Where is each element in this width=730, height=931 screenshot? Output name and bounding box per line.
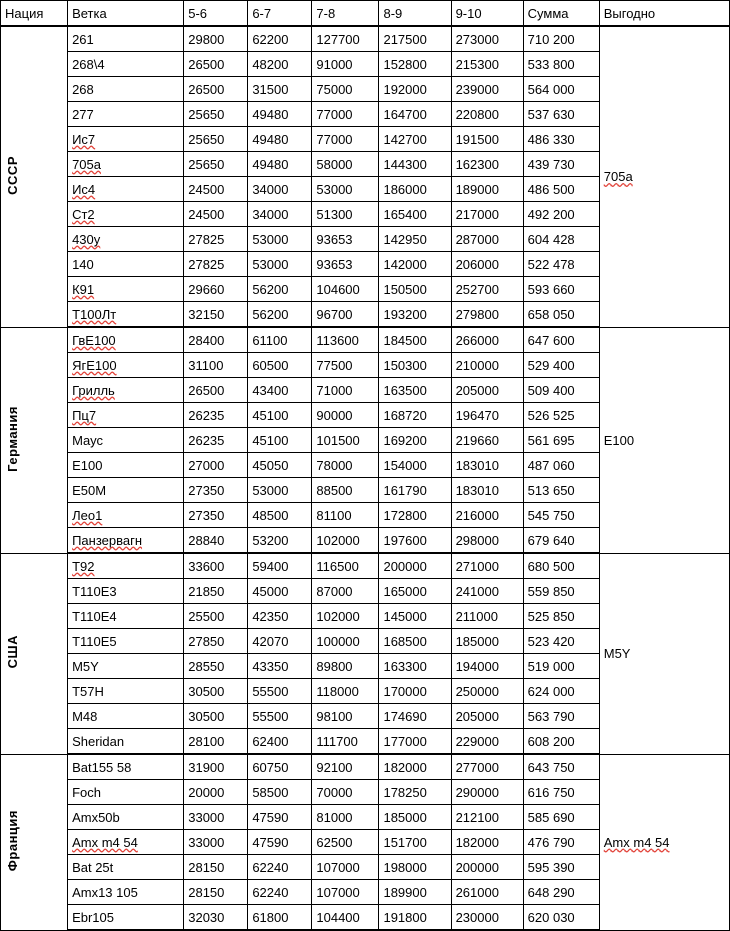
cell-sum: 679 640 (523, 528, 599, 554)
cell-tier-6-7: 53200 (248, 528, 312, 554)
cell-tier-6-7: 48500 (248, 503, 312, 528)
branch-name-cell: 268\4 (68, 52, 184, 77)
cell-tier-6-7: 45100 (248, 403, 312, 428)
cell-tier-9-10: 189000 (451, 177, 523, 202)
cell-tier-6-7: 61800 (248, 905, 312, 931)
cell-tier-6-7: 59400 (248, 553, 312, 579)
cell-tier-6-7: 53000 (248, 227, 312, 252)
branch-name-cell: Bat 25t (68, 855, 184, 880)
cell-tier-5-6: 29800 (184, 26, 248, 52)
branch-name-cell: К91 (68, 277, 184, 302)
cell-tier-6-7: 53000 (248, 252, 312, 277)
cell-tier-6-7: 62240 (248, 880, 312, 905)
branch-name-cell: М5Y (68, 654, 184, 679)
cell-tier-8-9: 174690 (379, 704, 451, 729)
cell-tier-7-8: 93653 (312, 227, 379, 252)
cell-tier-8-9: 168500 (379, 629, 451, 654)
table-row (1, 754, 730, 780)
cell-tier-6-7: 47590 (248, 805, 312, 830)
cell-tier-8-9: 164700 (379, 102, 451, 127)
cell-tier-6-7: 62240 (248, 855, 312, 880)
cell-tier-6-7: 43350 (248, 654, 312, 679)
branch-name-cell: Панзервагн (68, 528, 184, 554)
cell-tier-5-6: 25650 (184, 127, 248, 152)
cell-tier-8-9: 193200 (379, 302, 451, 328)
cell-sum: 533 800 (523, 52, 599, 77)
cell-tier-6-7: 49480 (248, 102, 312, 127)
cell-tier-7-8: 62500 (312, 830, 379, 855)
cell-tier-7-8: 90000 (312, 403, 379, 428)
cell-tier-5-6: 24500 (184, 177, 248, 202)
branch-name-cell: Е50М (68, 478, 184, 503)
cell-tier-5-6: 26500 (184, 378, 248, 403)
cell-tier-5-6: 26235 (184, 428, 248, 453)
table-header-row (1, 1, 730, 27)
cell-tier-9-10: 220800 (451, 102, 523, 127)
branch-name-cell: Маус (68, 428, 184, 453)
cell-tier-7-8: 104400 (312, 905, 379, 931)
cell-sum: 487 060 (523, 453, 599, 478)
cell-tier-7-8: 75000 (312, 77, 379, 102)
cell-tier-8-9: 200000 (379, 553, 451, 579)
cell-tier-8-9: 161790 (379, 478, 451, 503)
cell-tier-9-10: 205000 (451, 378, 523, 403)
cell-sum: 526 525 (523, 403, 599, 428)
branch-name-cell: Ст2 (68, 202, 184, 227)
nation-label: Франция (5, 809, 20, 872)
best-branch-cell-0 (599, 26, 729, 327)
cell-sum: 492 200 (523, 202, 599, 227)
cell-tier-6-7: 45050 (248, 453, 312, 478)
branch-name-cell: Лео1 (68, 503, 184, 528)
header-branch: Ветка (68, 1, 184, 27)
cell-tier-9-10: 273000 (451, 26, 523, 52)
cell-sum: 559 850 (523, 579, 599, 604)
cell-tier-6-7: 58500 (248, 780, 312, 805)
cell-sum: 486 500 (523, 177, 599, 202)
branch-name-cell: Т57Н (68, 679, 184, 704)
cell-sum: 648 290 (523, 880, 599, 905)
cell-tier-5-6: 28840 (184, 528, 248, 554)
cell-tier-9-10: 279800 (451, 302, 523, 328)
cell-tier-9-10: 215300 (451, 52, 523, 77)
cell-tier-5-6: 28400 (184, 327, 248, 353)
cell-tier-8-9: 217500 (379, 26, 451, 52)
cell-tier-8-9: 151700 (379, 830, 451, 855)
cell-tier-6-7: 42350 (248, 604, 312, 629)
cell-tier-8-9: 142000 (379, 252, 451, 277)
cell-tier-9-10: 162300 (451, 152, 523, 177)
cell-sum: 595 390 (523, 855, 599, 880)
table-row (1, 553, 730, 579)
cell-tier-7-8: 107000 (312, 880, 379, 905)
branch-name-cell: Sheridan (68, 729, 184, 755)
cell-tier-5-6: 30500 (184, 679, 248, 704)
cell-tier-8-9: 186000 (379, 177, 451, 202)
cell-tier-6-7: 55500 (248, 704, 312, 729)
cell-tier-5-6: 26235 (184, 403, 248, 428)
cell-tier-9-10: 200000 (451, 855, 523, 880)
cell-tier-8-9: 165000 (379, 579, 451, 604)
cell-tier-8-9: 142700 (379, 127, 451, 152)
cell-tier-7-8: 104600 (312, 277, 379, 302)
cell-tier-8-9: 169200 (379, 428, 451, 453)
cell-tier-5-6: 25650 (184, 152, 248, 177)
cell-sum: 523 420 (523, 629, 599, 654)
cell-tier-9-10: 183010 (451, 478, 523, 503)
cell-tier-7-8: 102000 (312, 604, 379, 629)
cell-tier-8-9: 152800 (379, 52, 451, 77)
cell-tier-5-6: 32030 (184, 905, 248, 931)
cell-tier-6-7: 56200 (248, 277, 312, 302)
cell-sum: 519 000 (523, 654, 599, 679)
best-branch-label: Amx m4 54 (603, 834, 670, 850)
cell-tier-6-7: 60750 (248, 754, 312, 780)
cell-tier-5-6: 32150 (184, 302, 248, 328)
cell-tier-5-6: 33000 (184, 830, 248, 855)
cell-tier-9-10: 196470 (451, 403, 523, 428)
cell-sum: 439 730 (523, 152, 599, 177)
cell-tier-5-6: 28150 (184, 855, 248, 880)
cell-tier-9-10: 185000 (451, 629, 523, 654)
cell-tier-5-6: 21850 (184, 579, 248, 604)
cell-tier-6-7: 34000 (248, 202, 312, 227)
best-branch-label: 705а (603, 169, 633, 185)
cell-tier-6-7: 48200 (248, 52, 312, 77)
header-tier-7-8: 7-8 (312, 1, 379, 27)
cell-tier-9-10: 205000 (451, 704, 523, 729)
cell-sum: 529 400 (523, 353, 599, 378)
header-tier-6-7: 6-7 (248, 1, 312, 27)
cell-tier-6-7: 43400 (248, 378, 312, 403)
table-body (1, 26, 730, 930)
cell-tier-9-10: 219660 (451, 428, 523, 453)
cell-tier-8-9: 172800 (379, 503, 451, 528)
branch-name-cell: Bat155 58 (68, 754, 184, 780)
cell-tier-8-9: 177000 (379, 729, 451, 755)
cell-sum: 710 200 (523, 26, 599, 52)
branch-name-cell: 705а (68, 152, 184, 177)
branch-name-cell: Т110Е5 (68, 629, 184, 654)
cell-tier-6-7: 31500 (248, 77, 312, 102)
cell-tier-5-6: 24500 (184, 202, 248, 227)
cell-sum: 643 750 (523, 754, 599, 780)
cell-sum: 608 200 (523, 729, 599, 755)
branch-name-cell: 430у (68, 227, 184, 252)
cell-tier-9-10: 183010 (451, 453, 523, 478)
cell-tier-5-6: 28100 (184, 729, 248, 755)
cell-tier-8-9: 182000 (379, 754, 451, 780)
cell-tier-8-9: 178250 (379, 780, 451, 805)
cell-sum: 537 630 (523, 102, 599, 127)
cell-sum: 561 695 (523, 428, 599, 453)
cell-tier-6-7: 53000 (248, 478, 312, 503)
branch-name-cell: М48 (68, 704, 184, 729)
cell-tier-6-7: 49480 (248, 127, 312, 152)
header-tier-8-9: 8-9 (379, 1, 451, 27)
branch-name-cell: ЯгЕ100 (68, 353, 184, 378)
cell-tier-7-8: 111700 (312, 729, 379, 755)
cell-tier-7-8: 92100 (312, 754, 379, 780)
cell-tier-6-7: 34000 (248, 177, 312, 202)
cell-tier-8-9: 198000 (379, 855, 451, 880)
cell-tier-9-10: 252700 (451, 277, 523, 302)
cell-tier-5-6: 27000 (184, 453, 248, 478)
cell-sum: 604 428 (523, 227, 599, 252)
cell-tier-6-7: 60500 (248, 353, 312, 378)
cell-sum: 593 660 (523, 277, 599, 302)
cell-tier-5-6: 28150 (184, 880, 248, 905)
branch-name-cell: Е100 (68, 453, 184, 478)
branch-name-cell: Т110Е4 (68, 604, 184, 629)
cell-tier-9-10: 241000 (451, 579, 523, 604)
cell-tier-5-6: 29660 (184, 277, 248, 302)
branch-name-cell: Т110Е3 (68, 579, 184, 604)
cell-tier-7-8: 70000 (312, 780, 379, 805)
branch-name-cell: 268 (68, 77, 184, 102)
cell-tier-9-10: 298000 (451, 528, 523, 554)
cell-tier-7-8: 58000 (312, 152, 379, 177)
cell-tier-7-8: 102000 (312, 528, 379, 554)
nation-cell-2 (1, 553, 68, 754)
cell-sum: 624 000 (523, 679, 599, 704)
cell-tier-7-8: 77000 (312, 102, 379, 127)
cell-tier-9-10: 216000 (451, 503, 523, 528)
cell-tier-5-6: 33600 (184, 553, 248, 579)
cell-tier-6-7: 62400 (248, 729, 312, 755)
branch-name-cell: Ebr105 (68, 905, 184, 931)
cell-tier-5-6: 28550 (184, 654, 248, 679)
cell-tier-7-8: 77500 (312, 353, 379, 378)
cell-tier-6-7: 45100 (248, 428, 312, 453)
cell-tier-6-7: 47590 (248, 830, 312, 855)
cell-tier-7-8: 81000 (312, 805, 379, 830)
cell-tier-9-10: 212100 (451, 805, 523, 830)
cell-tier-6-7: 61100 (248, 327, 312, 353)
cell-tier-5-6: 33000 (184, 805, 248, 830)
branch-name-cell: Грилль (68, 378, 184, 403)
cell-tier-9-10: 239000 (451, 77, 523, 102)
cell-tier-5-6: 31100 (184, 353, 248, 378)
branch-name-cell: Amx m4 54 (68, 830, 184, 855)
cell-tier-5-6: 27825 (184, 227, 248, 252)
cell-tier-9-10: 217000 (451, 202, 523, 227)
cell-tier-8-9: 154000 (379, 453, 451, 478)
cell-tier-8-9: 189900 (379, 880, 451, 905)
cell-tier-5-6: 31900 (184, 754, 248, 780)
cell-sum: 525 850 (523, 604, 599, 629)
nation-label: СССР (5, 155, 20, 195)
cell-tier-8-9: 184500 (379, 327, 451, 353)
cell-tier-9-10: 271000 (451, 553, 523, 579)
branch-name-cell: Пц7 (68, 403, 184, 428)
cell-tier-9-10: 206000 (451, 252, 523, 277)
cell-tier-7-8: 93653 (312, 252, 379, 277)
cell-tier-6-7: 45000 (248, 579, 312, 604)
cell-tier-7-8: 96700 (312, 302, 379, 328)
cell-tier-9-10: 191500 (451, 127, 523, 152)
branch-name-cell: Amx13 105 (68, 880, 184, 905)
cell-tier-9-10: 211000 (451, 604, 523, 629)
cell-tier-9-10: 266000 (451, 327, 523, 353)
cell-tier-7-8: 127700 (312, 26, 379, 52)
cell-tier-8-9: 145000 (379, 604, 451, 629)
table-row (1, 26, 730, 52)
cell-tier-7-8: 88500 (312, 478, 379, 503)
nation-cell-0 (1, 26, 68, 327)
cell-tier-5-6: 25500 (184, 604, 248, 629)
cell-tier-7-8: 53000 (312, 177, 379, 202)
cell-tier-9-10: 229000 (451, 729, 523, 755)
header-sum: Сумма (523, 1, 599, 27)
table-row (1, 327, 730, 353)
cell-tier-6-7: 55500 (248, 679, 312, 704)
branch-name-cell: Ис7 (68, 127, 184, 152)
cell-tier-8-9: 150300 (379, 353, 451, 378)
cell-tier-5-6: 26500 (184, 52, 248, 77)
cell-tier-7-8: 81100 (312, 503, 379, 528)
cell-tier-8-9: 163500 (379, 378, 451, 403)
cell-sum: 563 790 (523, 704, 599, 729)
cell-tier-8-9: 185000 (379, 805, 451, 830)
cell-tier-5-6: 27825 (184, 252, 248, 277)
cell-tier-5-6: 25650 (184, 102, 248, 127)
cell-tier-8-9: 163300 (379, 654, 451, 679)
cell-tier-7-8: 87000 (312, 579, 379, 604)
cell-sum: 658 050 (523, 302, 599, 328)
header-tier-9-10: 9-10 (451, 1, 523, 27)
cell-tier-5-6: 27350 (184, 478, 248, 503)
cell-tier-9-10: 261000 (451, 880, 523, 905)
cell-tier-6-7: 49480 (248, 152, 312, 177)
branch-name-cell: Т100Лт (68, 302, 184, 328)
branch-name-cell: ГвЕ100 (68, 327, 184, 353)
cell-tier-7-8: 89800 (312, 654, 379, 679)
header-best: Выгодно (599, 1, 729, 27)
cell-tier-8-9: 168720 (379, 403, 451, 428)
cell-tier-8-9: 165400 (379, 202, 451, 227)
branch-name-cell: 277 (68, 102, 184, 127)
cell-tier-7-8: 71000 (312, 378, 379, 403)
cell-tier-7-8: 107000 (312, 855, 379, 880)
cell-tier-7-8: 113600 (312, 327, 379, 353)
cell-sum: 564 000 (523, 77, 599, 102)
branch-name-cell: Amx50b (68, 805, 184, 830)
cell-tier-9-10: 194000 (451, 654, 523, 679)
cell-tier-9-10: 210000 (451, 353, 523, 378)
nation-cell-3 (1, 754, 68, 930)
cell-tier-6-7: 62200 (248, 26, 312, 52)
cell-tier-6-7: 42070 (248, 629, 312, 654)
cell-tier-8-9: 197600 (379, 528, 451, 554)
cell-tier-9-10: 230000 (451, 905, 523, 931)
cell-tier-7-8: 77000 (312, 127, 379, 152)
cell-tier-8-9: 191800 (379, 905, 451, 931)
best-branch-cell-1 (599, 327, 729, 553)
best-branch-label: Е100 (603, 432, 635, 448)
best-branch-label: М5Y (603, 646, 631, 661)
cell-tier-7-8: 116500 (312, 553, 379, 579)
nation-label: Германия (5, 405, 20, 472)
cell-tier-7-8: 101500 (312, 428, 379, 453)
branch-name-cell: 140 (68, 252, 184, 277)
branch-name-cell: Ис4 (68, 177, 184, 202)
cell-tier-9-10: 250000 (451, 679, 523, 704)
cell-tier-5-6: 27850 (184, 629, 248, 654)
branch-name-cell: 261 (68, 26, 184, 52)
cell-tier-9-10: 277000 (451, 754, 523, 780)
cell-tier-5-6: 27350 (184, 503, 248, 528)
cell-sum: 647 600 (523, 327, 599, 353)
nation-cell-1 (1, 327, 68, 553)
branch-name-cell: Т92 (68, 553, 184, 579)
cell-tier-5-6: 30500 (184, 704, 248, 729)
cell-tier-7-8: 91000 (312, 52, 379, 77)
header-nation: Нация (1, 1, 68, 27)
cell-tier-8-9: 142950 (379, 227, 451, 252)
cell-tier-8-9: 150500 (379, 277, 451, 302)
cell-tier-7-8: 98100 (312, 704, 379, 729)
best-branch-cell-2 (599, 553, 729, 754)
cell-sum: 486 330 (523, 127, 599, 152)
cell-sum: 680 500 (523, 553, 599, 579)
cell-tier-6-7: 56200 (248, 302, 312, 328)
cell-sum: 513 650 (523, 478, 599, 503)
cell-tier-8-9: 144300 (379, 152, 451, 177)
cell-sum: 616 750 (523, 780, 599, 805)
branch-name-cell: Foch (68, 780, 184, 805)
best-branch-cell-3 (599, 754, 729, 930)
cell-sum: 509 400 (523, 378, 599, 403)
cell-tier-8-9: 192000 (379, 77, 451, 102)
cell-tier-7-8: 78000 (312, 453, 379, 478)
header-tier-5-6: 5-6 (184, 1, 248, 27)
cell-tier-5-6: 20000 (184, 780, 248, 805)
cell-sum: 522 478 (523, 252, 599, 277)
cell-sum: 620 030 (523, 905, 599, 931)
cell-tier-5-6: 26500 (184, 77, 248, 102)
nation-label: США (5, 635, 20, 669)
cell-tier-7-8: 51300 (312, 202, 379, 227)
cell-tier-8-9: 170000 (379, 679, 451, 704)
cell-tier-7-8: 118000 (312, 679, 379, 704)
cell-sum: 476 790 (523, 830, 599, 855)
cell-sum: 545 750 (523, 503, 599, 528)
cell-sum: 585 690 (523, 805, 599, 830)
cell-tier-9-10: 290000 (451, 780, 523, 805)
cell-tier-9-10: 287000 (451, 227, 523, 252)
cell-tier-7-8: 100000 (312, 629, 379, 654)
cell-tier-9-10: 182000 (451, 830, 523, 855)
